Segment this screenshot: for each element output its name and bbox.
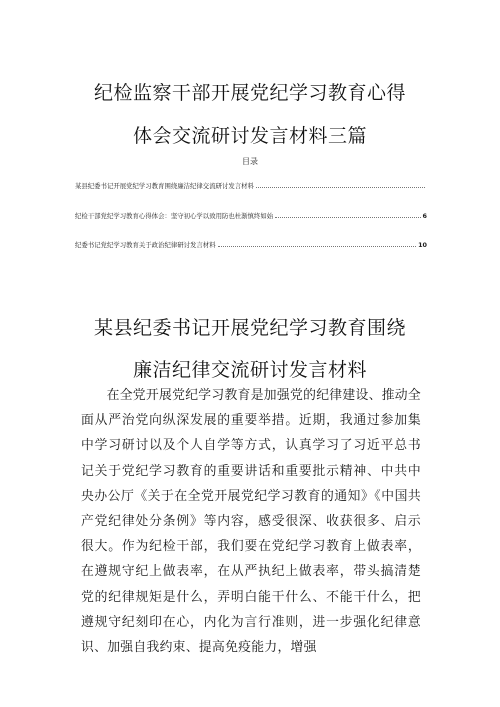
body-paragraph: 在全党开展党纪学习教育是加强党的纪律建设、推动全面从严治党向纵深发展的重要举措。近期，我通过参加集中学习研讨以及个人自学等方式，认真学习了习近平总书记关于党纪学习教育的重要讲话和重要批示精神、中共中央办公厅《关于在全党开展党纪学习教育的通知》《中国共产党纪律处分条例》等内容，感受很深、收获很多、启示很大。作为纪检干部，我们要在党纪学习教育上做表率，在遵规守纪上做表率，在从严执纪上做表率，带头搞清楚党的纪律规矩是什么，弄明白能干什么、不能干什么，把遵规守纪刻印在心，内化为言行准则，进一步强化纪律意识、加强自我约束、提高免疫能力，增强 <box>81 388 421 656</box>
toc-leader-dots <box>275 217 420 218</box>
toc-entry[interactable] <box>75 178 427 190</box>
section-title-line-1: 某县纪委书记开展党纪学习教育围绕 <box>93 317 406 339</box>
toc-entry-text: 某县纪委书记开展党纪学习教育围绕廉洁纪律交流研讨发言材料 <box>75 182 254 190</box>
toc-heading: 目录 <box>242 157 258 166</box>
toc-entry[interactable] <box>75 237 427 249</box>
toc-entry[interactable] <box>75 208 427 220</box>
document-title-line-1: 纪检监察干部开展党纪学习教育心得 <box>93 82 406 104</box>
toc-leader-dots <box>256 187 425 188</box>
toc-entry-text: 纪检干部党纪学习教育心得体会：坚守初心学以致用防也杜渐慎终如始 <box>75 212 274 220</box>
toc-entry-text: 纪委书记党纪学习教育关于政治纪律研讨发言材料 <box>75 241 216 249</box>
document-title-line-2: 体会交流研讨发言材料三篇 <box>132 125 367 147</box>
toc-page-number: 6 <box>422 212 427 220</box>
toc-leader-dots <box>218 246 417 247</box>
toc-page-number: 10 <box>418 241 427 249</box>
section-title-line-2: 廉洁纪律交流研讨发言材料 <box>132 359 367 381</box>
